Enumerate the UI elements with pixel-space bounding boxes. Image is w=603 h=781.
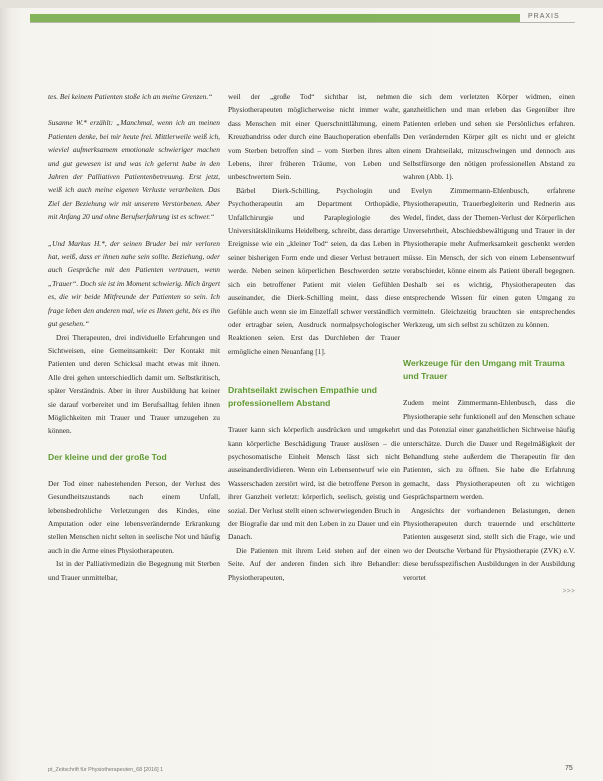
top-band bbox=[0, 0, 603, 8]
paragraph: Angesichts der vorhandenen Belastungen, denen Physiotherapeuten durch trauernde und erschütterte Patienten ausgesetzt sind, stellt sich die Frage, wie und wo der Deutsche Verband für Physiotherapie (ZVK) e.V. diese berufsspezifischen Ausbildungen in der Ausbildung verortet bbox=[403, 505, 575, 582]
paragraph: weil der „große Tod“ sichtbar ist, nehmen Physiotherapeuten möglicherweise nicht immer wahr, dass Menschen mit einer Querschnittlähmung, einem Kreuzbandriss oder durch eine Bauchoperation ebenfalls vom Sterben betroffen sind – vom Sterben ihres alten Lebens, ihrer früheren Träume, von Leben und unbeschwertem Sein. bbox=[228, 92, 400, 182]
column-2 bbox=[228, 90, 400, 584]
paragraph: die sich dem verletzten Körper widmen, einen ganzheitlichen und man erleben das Gegenüber ihre Patienten erleben und sehen sie Persönliches erfahren. Den verändernden Körper gilt es nicht und er gleicht einem Drahtseilakt, mitzuschwingen und dennoch aus Selbstfürsorge den nötigen professionellen Abstand zu wahren (Abb. 1). bbox=[403, 92, 575, 182]
section-label: PRAXIS bbox=[528, 13, 560, 20]
paragraph: Drei Therapeuten, drei individuelle Erfahrungen und Sichtweisen, eine Gemeinsamkeit: Der Kontakt mit Patienten und deren Schicksal macht etwas mit ihnen. Alle drei gehen unterschiedlich damit um. Selbstkritisch, später Verständnis. Aber in ihrer Ausbildung hat keiner sie darauf vorbereitet und im Berufsalltag fehlen ihnen Möglichkeiten mit Trauer und Trauer umzugehen zu können. bbox=[48, 332, 220, 436]
subheading: Drahtseilakt zwischen Empathie und professionellem Abstand bbox=[228, 385, 377, 409]
paragraph: Ist in der Palliativmedizin die Begegnung mit Sterben und Trauer unmittelbar, bbox=[48, 559, 220, 582]
page-number: 75 bbox=[565, 765, 573, 772]
subheading: Der kleine und der große Tod bbox=[48, 451, 167, 462]
quote-ending: tes. Bei keinem Patienten stoße ich an meine Grenzen.“ bbox=[48, 92, 213, 101]
continue-arrow: >>> bbox=[562, 586, 575, 595]
paragraph: Evelyn Zimmermann-Ehlenbusch, erfahrene Physiotherapeutin, Trauerbegleiterin und Rednerin aus Wedel, findet, dass der Themen-Verlust der Körperlichen Unversehrtheit, Abschiedsbewältigung und Trauer in der Physiotherapie mehr Aufmerksamkeit geschenkt werden müsse. Ein Mensch, der sich von einem Lebensentwurf verabschiedet, könne einem als Patient überall begegnen. Deshalb sei es wichtig, Physiotherapeuten das entsprechende Wissen für einen guten Umgang zu vermitteln. Gleichzeitig brauchten sie entsprechendes Werkzeug, um sich selbst zu schützen zu können. bbox=[403, 185, 575, 329]
quote-markus: „Und Markus H.*, der seinen Bruder bei mir verloren hat, weiß, dass er ihnen nahe sein sollte. Beziehung, oder auch Gespräche mit den Patienten vertrauen, wenn „Trauer“. Doch sie ist im Moment schwierig. Mich ärgert es, die wir beide Mitfreunde der Patienten so sein. Ich frage leben den anderen mal, wie es Ihnen geht, bis es ihn gut gesehen.“ bbox=[48, 238, 220, 329]
subheading: Werkzeuge für den Umgang mit Trauma und Trauer bbox=[403, 358, 565, 382]
column-3 bbox=[403, 90, 575, 597]
paragraph: Die Patienten mit ihrem Leid stehen auf der einen Seite. Auf der anderen finden sich ihre Behandler: Physiotherapeuten, bbox=[228, 545, 400, 582]
paragraph: Trauer kann sich körperlich ausdrücken und umgekehrt kann körperliche Beschädigung Trauer auslösen – die psychosomatische Einheit Mensch lässt sich nicht auseinanderdividieren. Wenn ein Lebensentwurf wie ein Wasserschaden zerstört wird, ist die betroffene Person in ihrer Ganzheit verletzt: körperlich, seelisch, geistig und sozial. Der Verlust stellt einen schwerwiegenden Bruch in der Biografie dar und mit den Leben in zu Dauer und ein Danach. bbox=[228, 425, 400, 542]
header-rule bbox=[30, 22, 575, 23]
paragraph: Zudem meint Zimmermann-Ehlenbusch, dass die Physiotherapie sehr funktionell auf den Menschen schaue und das Potenzial einer ganzheitlichen Sichtweise häufig unterschätze. Durch die Dauer und Regelmäßigkeit der Behandlung stehe außerdem die Therapeutin für den Patienten, sich zu öffnen. Sie habe die Erfahrung gemacht, dass Physiotherapeuten oft zu wichtigen Gesprächspartnern werden. bbox=[403, 398, 575, 502]
column-1 bbox=[48, 90, 220, 584]
paragraph: Der Tod einer nahestehenden Person, der Verlust des Gesundheitszustands nach einem Unfall, lebensbedrohliche Verletzungen des Kindes, eine Amputation oder eine lebensverändernde Erkrankung stellen Menschen nicht selten in seelische Not und häufig auch in die Arme eines Physiotherapeuten. bbox=[48, 478, 220, 555]
quote-susanne: Susanne W.* erzählt: „Manchmal, wenn ich an meinen Patienten denke, bei mir heute frei. Mittlerweile weiß ich, wieviel aufmerksamem emotionale schwieriger machen und gut gewesen ist und was ich gelernt habe in den Jahren der Palliativen Patientenbetreuung. Erst jetzt, weiß ich auch meine eigenen Verluste verarbeiten. Das Ziel der Beziehung wir mit unserem Verstorbenen. Aber mit Anfang 20 und ohne Berufserfahrung ist es schwer.“ bbox=[48, 118, 220, 222]
paragraph: Bärbel Dierk-Schilling, Psychologin und Psychotherapeutin am Department Orthopädie, Unfallchirurgie und Paraplegiologie des Universitätsklinikums Heidelberg, schreibt, dass derartige Ereignisse wie ein „kleiner Tod“ seien, da das Leben in seiner bisherigen Form ende und dieser Verlust betrauert werde. Neben seinen körperlichen Beschwerden setzte sich ein betroffener Patient mit vielen Gefühlen auseinander, die Dierk-Schilling meint, dass diese Gefühle auch wenn sie im Einzelfall schwer verständlich oder ertragbar seien, Ausdruck normalpsychologischer Reaktionen seien. Erst das Durchleben der Trauer ermögliche einen Neuanfang [1]. bbox=[228, 185, 400, 356]
header-green-bar bbox=[30, 14, 520, 22]
footer-citation: pt_Zeitschrift für Physiotherapeuten_68 [2016] 1 bbox=[48, 767, 164, 773]
